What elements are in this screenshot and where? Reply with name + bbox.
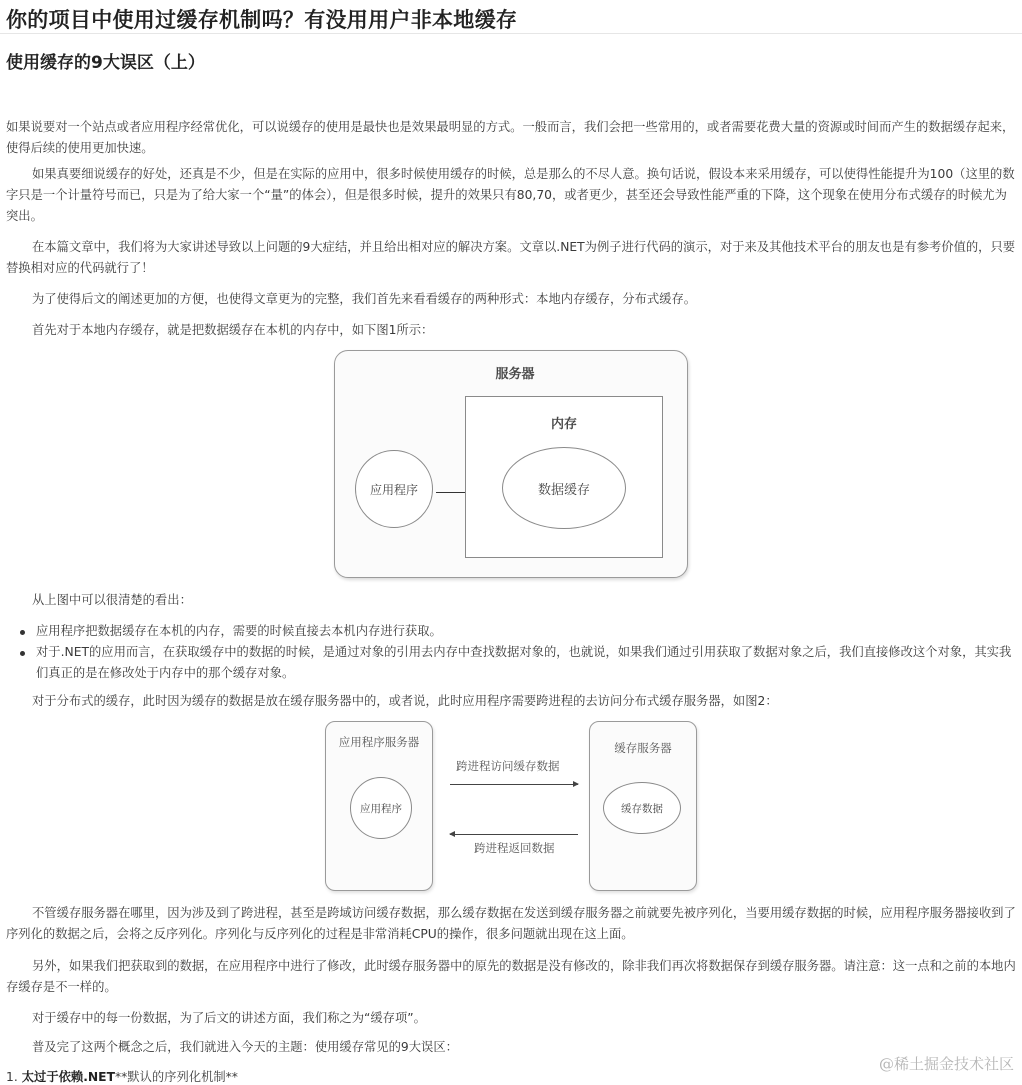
paragraph-two-forms: 为了使得后文的阐述更加的方便，也使得文章更为的完整，我们首先来看看缓存的两种形式：本地内存缓存，分布式缓存。 [32, 292, 697, 306]
paragraph-modification: 另外，如果我们把获取到的数据，在应用程序中进行了修改，此时缓存服务器中的原先的数据是没有修改的，除非我们再次将数据保存到缓存服务器。请注意：这一点和之前的本地内存缓存是不一样的。 [6, 959, 1016, 994]
figure1-server-label: 服务器 [495, 367, 535, 382]
paragraph-cache-item: 对于缓存中的每一份数据，为了后文的讲述方面，我们称之为“缓存项”。 [32, 1011, 426, 1025]
paragraph-topic: 普及完了这两个概念之后，我们就进入今天的主题：使用缓存常见的9大误区： [32, 1040, 458, 1054]
figure1-app-node [355, 450, 433, 528]
title-divider [0, 33, 1022, 34]
paragraph-serialization: 不管缓存服务器在哪里，因为涉及到了跨进程，甚至是跨域访问缓存数据，那么缓存数据在发送到缓存服务器之前就要先被序列化，当要用缓存数据的时候，应用程序服务器接收到了序列化的数据之后，会将之反序列化。序列化与反序列化的过程是非常消耗CPU的操作，很多问题就出现在这上面。 [6, 906, 1016, 941]
figure2-app-node [350, 777, 412, 839]
figure2-response-arrow [450, 834, 578, 835]
paragraph-local-cache: 首先对于本地内存缓存，就是把数据缓存在本机的内存中，如下图1所示： [32, 323, 434, 337]
watermark: @稀土掘金技术社区 [878, 1055, 1014, 1073]
figure1-memory-label: 内存 [550, 417, 577, 432]
page-title: 你的项目中使用过缓存机制吗？有没用用户非本地缓存 [6, 8, 518, 32]
list-item [18, 621, 1016, 642]
figure2-request-caption: 跨进程访问缓存数据 [456, 759, 560, 773]
figure1-cache-node [502, 447, 626, 529]
figure2-cache-node [603, 782, 681, 834]
bullet-list [18, 621, 1016, 684]
bullet-icon [20, 630, 25, 635]
paragraph-overview: 在本篇文章中，我们将为大家讲述导致以上问题的9大症结，并且给出相对应的解决方案。文章以.NET为例子进行代码的演示，对于来及其他技术平台的朋友也是有参考价值的，只要替换相对应的代码就行了！ [6, 240, 1016, 275]
figure2-request-arrow [450, 784, 578, 785]
figure2-cache-server-box [589, 721, 697, 891]
figure1-app-label: 应用程序 [369, 482, 418, 497]
figure1-cache-label: 数据缓存 [537, 482, 590, 498]
bullet-icon [20, 651, 25, 656]
list-item-text: 应用程序把数据缓存在本机的内存，需要的时候直接去本机内存进行获取。 [36, 624, 442, 638]
paragraph-intro: 如果说要对一个站点或者应用程序经常优化，可以说缓存的使用是最快也是效果最明显的方式。一般而言，我们会把一些常用的，或者需要花费大量的资源或时间而产生的数据缓存起来，使得后续的使用更加快速。 [6, 120, 1015, 155]
numbered-item-bold: 太过于依赖.NET [21, 1070, 115, 1084]
figure2-cache-label: 缓存数据 [621, 802, 663, 815]
figure-local-memory-cache [334, 350, 688, 578]
figure2-response-caption: 跨进程返回数据 [474, 841, 555, 855]
article-subtitle: 使用缓存的9大误区（上） [6, 53, 205, 73]
paragraph-benefits: 如果真要细说缓存的好处，还真是不少，但是在实际的应用中，很多时候使用缓存的时候，总是那么的不尽人意。换句话说，假设本来采用缓存，可以使得性能提升为100（这里的数字只是一个计量符号而已，只是为了给大家一个“量”的体会），但是很多时候，提升的效果只有80,70，或者更少，甚至还会导致性能严重的下降，这个现象在使用分布式缓存的时候尤为突出。 [6, 167, 1015, 223]
numbered-item-rest: **默认的序列化机制** [114, 1070, 238, 1084]
figure2-app-server-label: 应用程序服务器 [338, 735, 420, 749]
figure2-app-server-box [325, 721, 433, 891]
numbered-item-1 [6, 1067, 238, 1085]
figure1-memory-box [465, 396, 663, 558]
figure2-cache-server-label: 缓存服务器 [614, 741, 672, 755]
paragraph-observation: 从上图中可以很清楚的看出： [32, 593, 192, 607]
figure2-app-label: 应用程序 [360, 802, 402, 815]
list-item [18, 642, 1016, 684]
list-item-text: 对于.NET的应用而言，在获取缓存中的数据的时候，是通过对象的引用去内存中查找数据对象的，也就说，如果我们通过引用获取了数据对象之后，我们直接修改这个对象，其实我们真正的是在修改处于内存中的那个缓存对象。 [36, 645, 1012, 680]
numbered-item-number: 1. [6, 1070, 18, 1084]
paragraph-distributed-cache: 对于分布式的缓存，此时因为缓存的数据是放在缓存服务器中的，或者说，此时应用程序需要跨进程的去访问分布式缓存服务器，如图2： [32, 694, 778, 708]
